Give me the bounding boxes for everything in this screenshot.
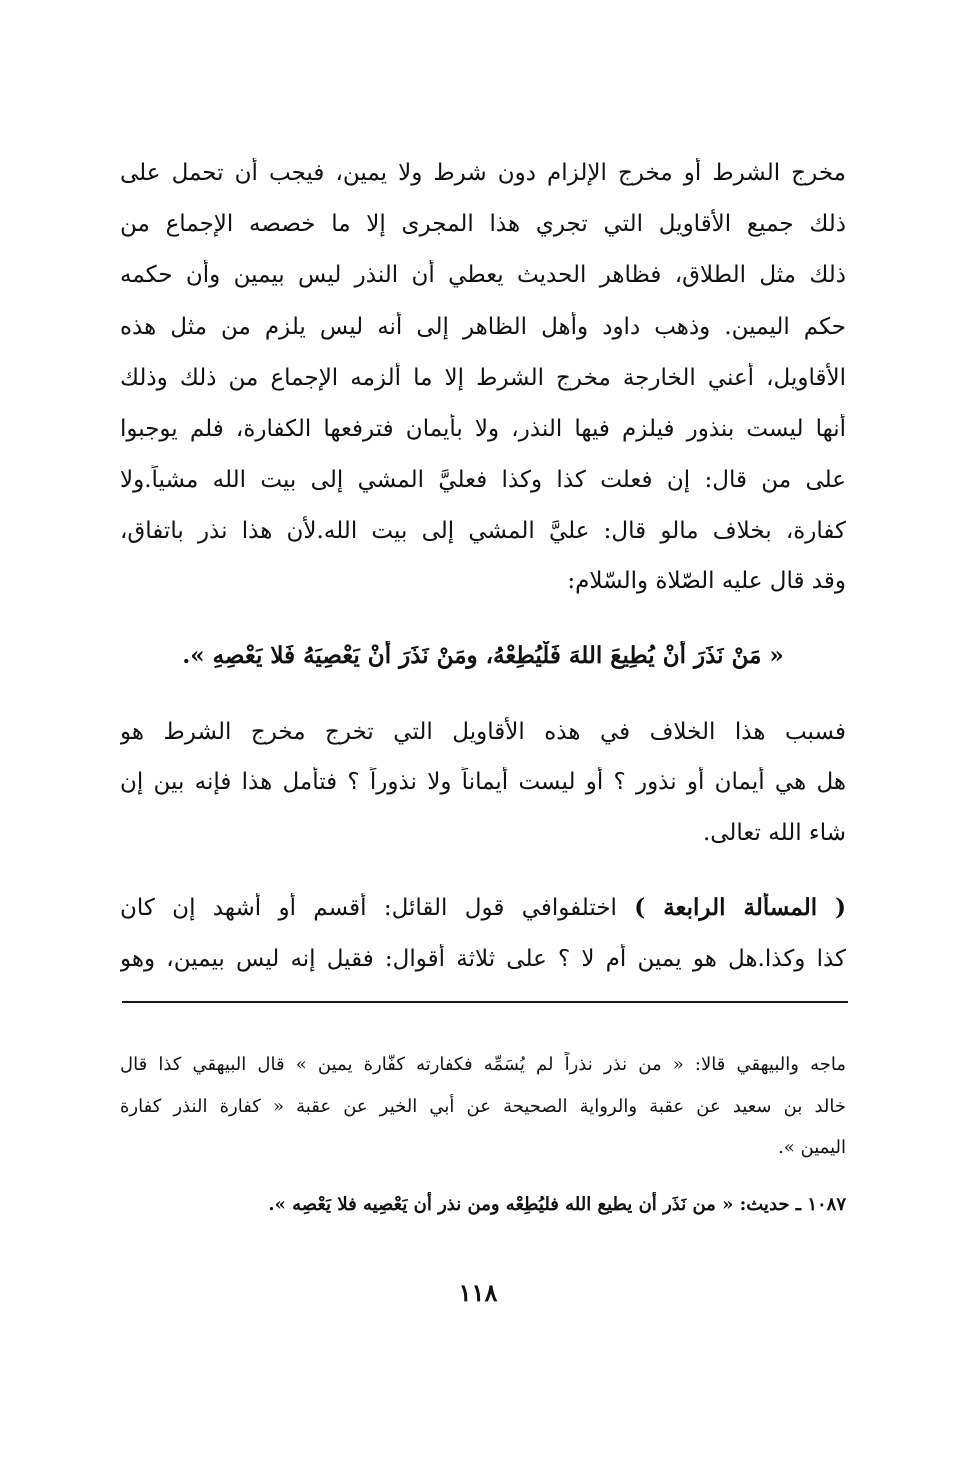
body-line-1: مخرج الشرط أو مخرج الإلزام دون شرط ولا يمين، فيجب أن تحمل على [120, 160, 846, 186]
footnote-number: ١٠٨٧ ـ حديث: [739, 1194, 846, 1215]
body-line-9: وقد قال عليه الصّلاة والسّلام: [567, 568, 846, 594]
body-line-11: هل هي أيمان أو نذور ؟ أو ليست أيماناً ولا نذوراً ؟ فتأمل هذا فإنه بين إن [120, 769, 846, 795]
body-line-7: على من قال: إن فعلت كذا وكذا فعليَّ المشي إلى بيت الله مشياً.ولا [120, 467, 846, 493]
body-line-10: فسبب هذا الخلاف في هذه الأقاويل التي تخرج مخرج الشرط هو [120, 719, 846, 745]
footnote-divider [122, 1001, 848, 1003]
body-line-3: ذلك مثل الطلاق، فظاهر الحديث يعطي أن النذر ليس بيمين وأن حكمه [120, 262, 846, 288]
footnote-hadith: « من نَذَر أن يطيع الله فليُطِعْه ومن نذر أن يَعْصِيه فلا يَعْصِه ». [268, 1194, 740, 1215]
page-number: ١١٨ [458, 1278, 498, 1307]
body-line-5: الأقاويل، أعني الخارجة مخرج الشرط إلا ما ألزمه الإجماع من ذلك وذلك [120, 365, 846, 391]
body-line-6: أنها ليست بنذور فيلزم فيها النذر، ولا بأيمان فترفعها الكفارة، فلم يوجبوا [120, 416, 846, 442]
body-line-2: ذلك جميع الأقاويل التي تجري هذا المجرى إلا ما خصصه الإجماع من [120, 211, 846, 237]
section-heading: ( المسألة الرابعة ) [634, 894, 846, 921]
hadith-quote: « مَنْ نَذَرَ أنْ يُطِيعَ اللهَ فَلْيُطِعْهُ، ومَنْ نَذَرَ أنْ يَعْصِيَهُ فَلا يَعْصِهِ ». [182, 642, 784, 669]
body-line-13 [120, 893, 846, 923]
body-line-14: كذا وكذا.هل هو يمين أم لا ؟ على ثلاثة أقوال: فقيل إنه ليس بيمين، وهو [120, 946, 846, 972]
section-text: اختلفوافي قول القائل: أقسم أو أشهد إن كان [120, 895, 635, 921]
body-line-4: حكم اليمين. وذهب داود وأهل الظاهر إلى أنه ليس يلزم من مثل هذه [120, 314, 846, 340]
body-line-12: شاء الله تعالى. [702, 820, 846, 846]
footnote-line-4 [120, 1192, 846, 1218]
footnote-line-3: اليمين ». [778, 1137, 846, 1158]
body-line-8: كفارة، بخلاف مالو قال: عليَّ المشي إلى بيت الله.لأن هذا نذر باتفاق، [120, 518, 846, 544]
footnote-line-2: خالد بن سعيد عن عقبة والرواية الصحيحة عن أبي الخير عن عقبة « كفارة النذر كفارة [120, 1096, 846, 1117]
footnote-line-1: ماجه والبيهقي قالا: « من نذر نذراً لم يُسَمِّه فكفارته كفّارة يمين » قال البيهقي كذا قال [120, 1054, 846, 1075]
